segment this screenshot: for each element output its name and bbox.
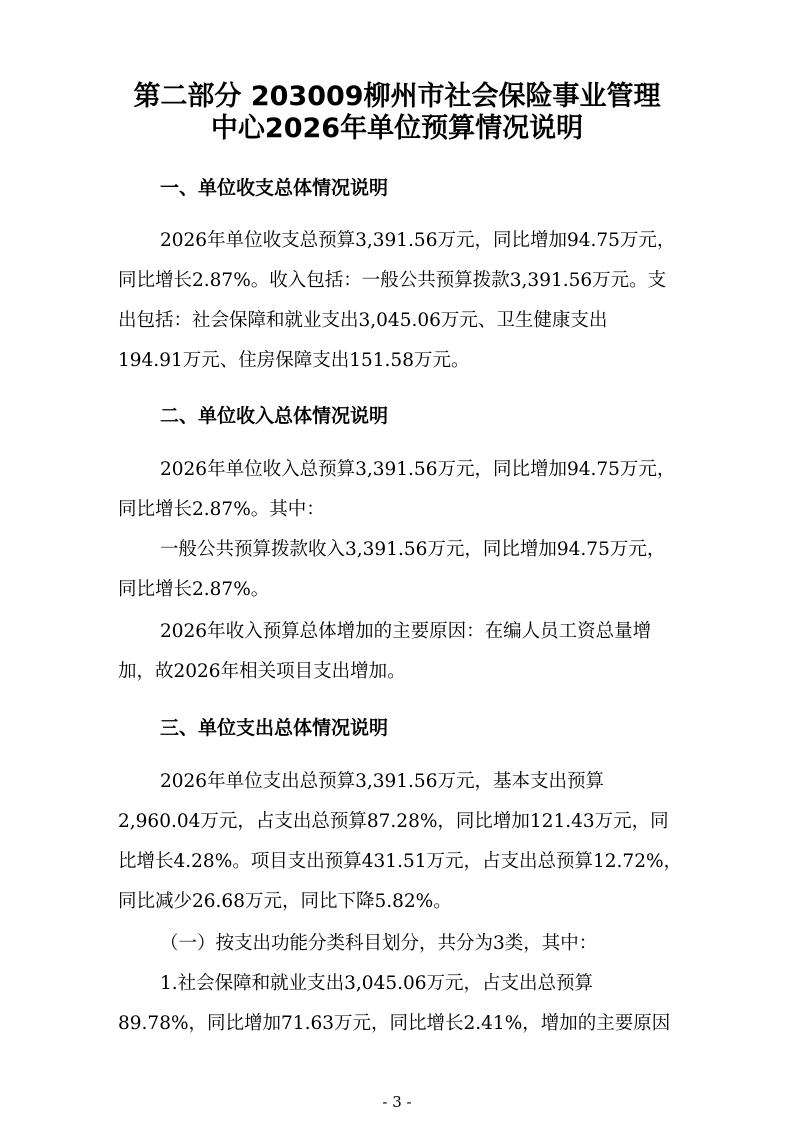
section-heading-income: 二、单位收入总体情况说明: [160, 405, 389, 427]
paragraph-line: 2026年收入预算总体增加的主要原因：在编人员工资总量增: [160, 621, 652, 642]
paragraph-line: 同比增长2.87%。: [118, 579, 270, 600]
paragraph-line: 比增长4.28%。项目支出预算431.51万元，占支出总预算12.72%，: [118, 851, 683, 872]
paragraph-line: 2,960.04万元，占支出总预算87.28%，同比增加121.43万元，同: [118, 811, 669, 832]
paragraph-line: 同比减少26.68万元，同比下降5.82%。: [118, 891, 452, 912]
paragraph-line: 2026年单位支出总预算3,391.56万元，基本支出预算: [160, 771, 604, 792]
section-heading-income-expenditure: 一、单位收支总体情况说明: [160, 177, 389, 199]
paragraph-line: 89.78%，同比增加71.63万元，同比增长2.41%，增加的主要原因: [118, 1013, 671, 1034]
paragraph-line: 一般公共预算拨款收入3,391.56万元，同比增加94.75万元，: [160, 539, 666, 560]
page-title-line-1: 第二部分 203009柳州市社会保险事业管理: [133, 81, 661, 112]
paragraph-line: 1.社会保障和就业支出3,045.06万元，占支出总预算: [160, 973, 594, 994]
paragraph-line: 194.91万元、住房保障支出151.58万元。: [118, 350, 470, 371]
paragraph-line: 2026年单位收入总预算3,391.56万元，同比增加94.75万元，: [160, 459, 676, 480]
paragraph-line: （一）按支出功能分类科目划分，共分为3类，其中：: [160, 933, 598, 954]
paragraph-text: 2026年单位收支总预算3,391.56万元，同比增加94.75万元，: [160, 230, 676, 251]
paragraph-line: 同比增长2.87%。其中：: [118, 499, 325, 520]
section-heading-expenditure: 三、单位支出总体情况说明: [160, 717, 389, 739]
page-number: - 3 -: [382, 1093, 412, 1111]
paragraph-line: [160, 229, 688, 253]
paragraph-line: 同比增长2.87%。收入包括：一般公共预算拨款3,391.56万元。支: [118, 270, 667, 291]
paragraph-line: 出包括：社会保障和就业支出3,045.06万元、卫生健康支出: [118, 310, 608, 331]
page-title-line-2: 中心2026年单位预算情况说明: [210, 113, 584, 144]
paragraph-line: 加，故2026年相关项目支出增加。: [118, 661, 406, 682]
